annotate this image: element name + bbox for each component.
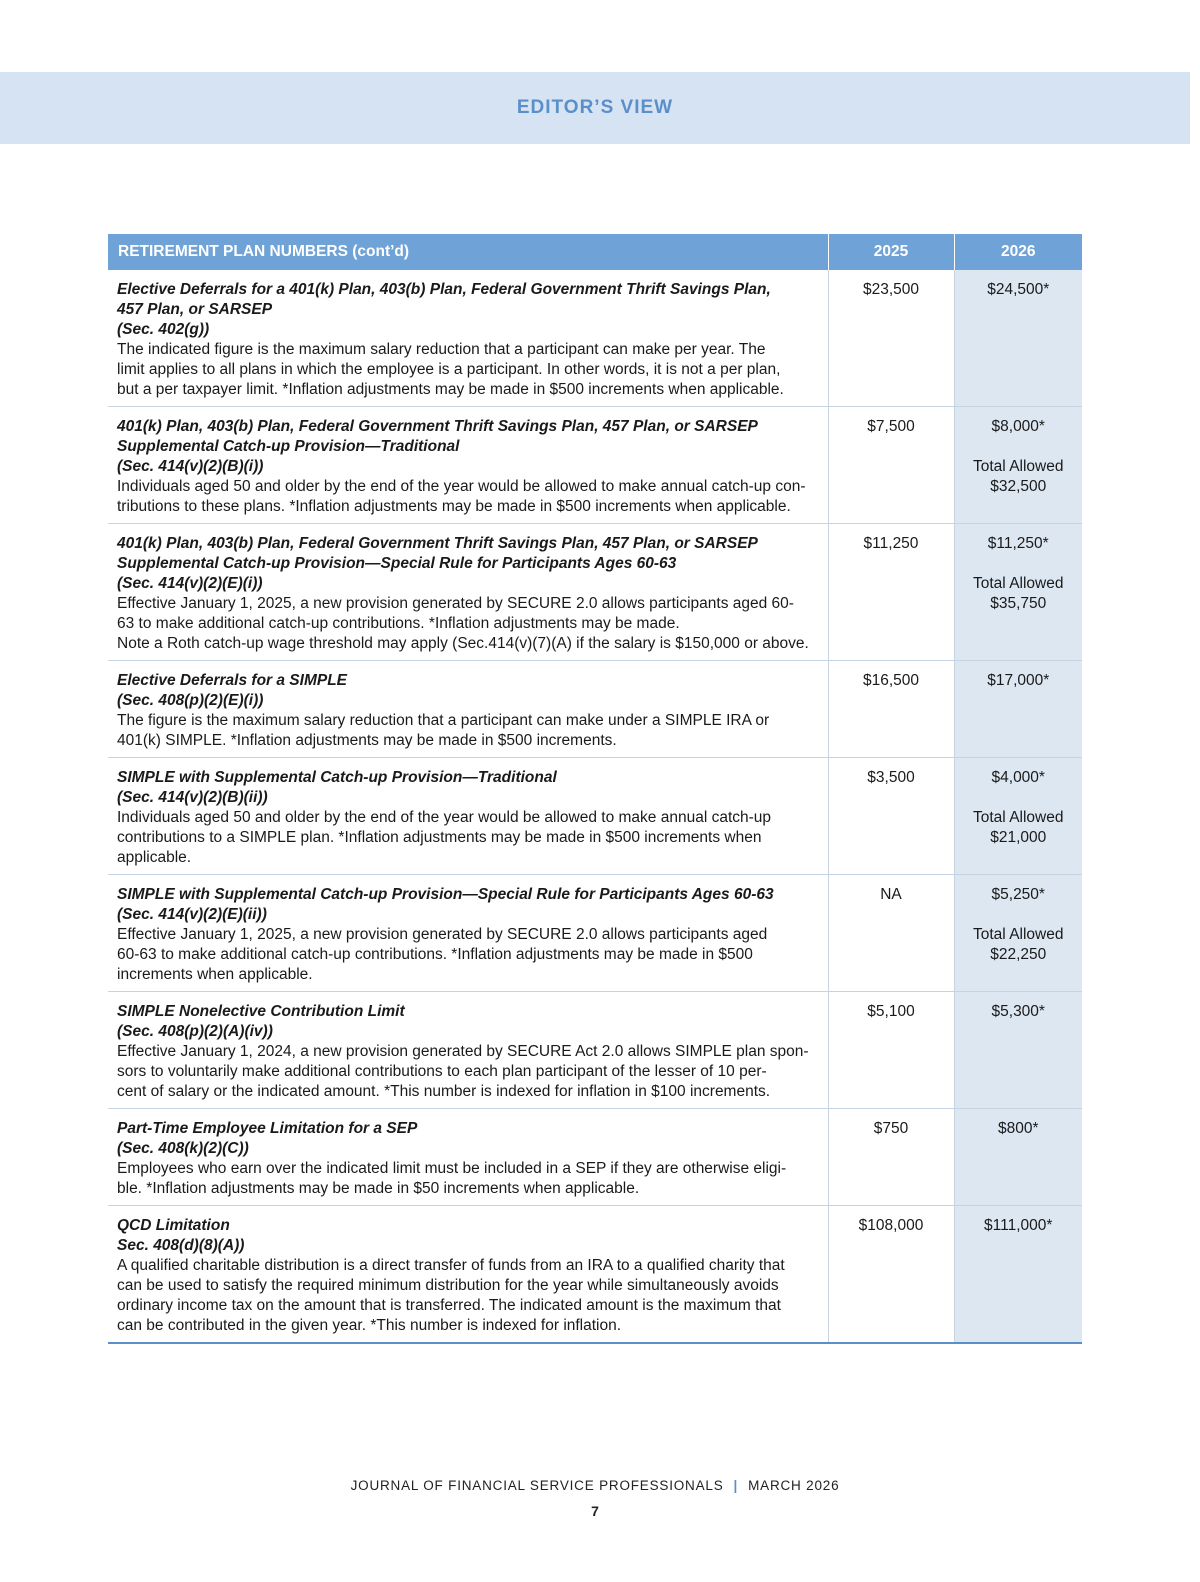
total-allowed-label: Total Allowed bbox=[973, 458, 1064, 475]
provision-description: Effective January 1, 2025, a new provision generated by SECURE 2.0 allows participants aged 60- bbox=[117, 595, 794, 612]
total-allowed-value: $22,250 bbox=[990, 946, 1047, 963]
provision-description: Individuals aged 50 and older by the end of the year would be allowed to make annual catch-up bbox=[117, 809, 772, 826]
provision-description: tributions to these plans. *Inflation adjustments may be made in $500 increments when applicable. bbox=[117, 498, 791, 515]
provision-description: Effective January 1, 2024, a new provision generated by SECURE Act 2.0 allows SIMPLE plan spon- bbox=[117, 1043, 809, 1060]
value-2025-cell bbox=[828, 524, 954, 661]
value-2025-cell bbox=[828, 407, 954, 524]
spacer bbox=[956, 437, 1082, 457]
provision-cell bbox=[108, 758, 828, 875]
footer bbox=[0, 1478, 1190, 1493]
provision-description: 60-63 to make additional catch-up contributions. *Inflation adjustments may be made in $500 bbox=[117, 946, 753, 963]
provision-description: can be contributed in the given year. *This number is indexed for inflation. bbox=[117, 1317, 622, 1334]
value-2025: $23,500 bbox=[862, 281, 920, 298]
value-2025-cell bbox=[828, 661, 954, 758]
provision-cell bbox=[108, 661, 828, 758]
table-row bbox=[108, 524, 1082, 661]
value-2026-cell bbox=[954, 992, 1082, 1109]
code-section: (Sec. 408(k)(2)(C)) bbox=[117, 1140, 249, 1157]
value-2026-cell bbox=[954, 1206, 1082, 1344]
table-row bbox=[108, 1206, 1082, 1344]
page-number: 7 bbox=[591, 1503, 599, 1519]
spacer bbox=[956, 788, 1082, 808]
spacer bbox=[956, 554, 1082, 574]
provision-cell bbox=[108, 992, 828, 1109]
provision-description: Individuals aged 50 and older by the end of the year would be allowed to make annual catch-up con- bbox=[117, 478, 806, 495]
provision-description: Effective January 1, 2025, a new provision generated by SECURE 2.0 allows participants aged bbox=[117, 926, 768, 943]
provision-title: Elective Deferrals for a 401(k) Plan, 403(b) Plan, Federal Government Thrift Savings Plan, bbox=[117, 281, 771, 298]
value-2026-cell bbox=[954, 270, 1082, 407]
provision-title: QCD Limitation bbox=[117, 1217, 230, 1234]
table-header-title: RETIREMENT PLAN NUMBERS (cont’d) bbox=[108, 234, 828, 270]
total-allowed-label: Total Allowed bbox=[973, 809, 1064, 826]
table-row bbox=[108, 992, 1082, 1109]
issue-date: MARCH 2026 bbox=[748, 1478, 840, 1493]
value-2026: $5,250* bbox=[991, 886, 1045, 903]
provision-description: The indicated figure is the maximum salary reduction that a participant can make per year. The bbox=[117, 341, 766, 358]
table-row bbox=[108, 1109, 1082, 1206]
provision-description: Employees who earn over the indicated limit must be included in a SEP if they are otherwise eligi- bbox=[117, 1160, 787, 1177]
value-2025: $16,500 bbox=[862, 672, 920, 689]
footer-separator: | bbox=[733, 1478, 739, 1493]
value-2025: $7,500 bbox=[867, 418, 915, 435]
value-2026-cell bbox=[954, 407, 1082, 524]
value-2026: $8,000* bbox=[991, 418, 1045, 435]
total-allowed-value: $32,500 bbox=[990, 478, 1047, 495]
provision-description: can be used to satisfy the required minimum distribution for the year while simultaneously avoids bbox=[117, 1277, 779, 1294]
value-2026: $17,000* bbox=[987, 672, 1050, 689]
value-2025: $3,500 bbox=[867, 769, 915, 786]
provision-title: 457 Plan, or SARSEP bbox=[117, 301, 273, 318]
value-2025: $108,000 bbox=[858, 1217, 924, 1234]
code-section: (Sec. 414(v)(2)(E)(i)) bbox=[117, 575, 263, 592]
banner-title: EDITOR’S VIEW bbox=[516, 97, 674, 118]
value-2025: NA bbox=[880, 886, 902, 903]
section-banner bbox=[0, 72, 1190, 144]
value-2025: $11,250 bbox=[863, 535, 919, 552]
spacer bbox=[956, 905, 1082, 925]
provision-title: SIMPLE with Supplemental Catch-up Provision—Special Rule for Participants Ages 60-63 bbox=[117, 886, 774, 903]
provision-description: The figure is the maximum salary reduction that a participant can make under a SIMPLE IRA or bbox=[117, 712, 770, 729]
total-allowed-label: Total Allowed bbox=[973, 575, 1064, 592]
provision-description: A qualified charitable distribution is a direct transfer of funds from an IRA to a qualified charity that bbox=[117, 1257, 785, 1274]
provision-cell bbox=[108, 1109, 828, 1206]
value-2025-cell bbox=[828, 992, 954, 1109]
provision-title: Elective Deferrals for a SIMPLE bbox=[117, 672, 348, 689]
value-2025: $750 bbox=[873, 1120, 909, 1137]
retirement-plan-table bbox=[108, 234, 1082, 1344]
provision-cell bbox=[108, 407, 828, 524]
provision-cell bbox=[108, 270, 828, 407]
value-2026-cell bbox=[954, 758, 1082, 875]
provision-description: 401(k) SIMPLE. *Inflation adjustments may be made in $500 increments. bbox=[117, 732, 617, 749]
journal-name: JOURNAL OF FINANCIAL SERVICE PROFESSIONALS bbox=[350, 1478, 724, 1493]
table-row bbox=[108, 875, 1082, 992]
value-2025-cell bbox=[828, 1206, 954, 1344]
value-2025-cell bbox=[828, 875, 954, 992]
value-2026-cell bbox=[954, 1109, 1082, 1206]
value-2025-cell bbox=[828, 758, 954, 875]
table-row bbox=[108, 758, 1082, 875]
code-section: (Sec. 414(v)(2)(B)(i)) bbox=[117, 458, 264, 475]
code-section: (Sec. 402(g)) bbox=[117, 321, 210, 338]
provision-title: 401(k) Plan, 403(b) Plan, Federal Government Thrift Savings Plan, 457 Plan, or SARSEP bbox=[117, 535, 758, 552]
provision-title: Supplemental Catch-up Provision—Traditional bbox=[117, 438, 460, 455]
provision-description: but a per taxpayer limit. *Inflation adjustments may be made in $500 increments when applicable. bbox=[117, 381, 784, 398]
provision-cell bbox=[108, 1206, 828, 1344]
total-allowed-label: Total Allowed bbox=[973, 926, 1064, 943]
value-2026: $11,250* bbox=[987, 535, 1049, 552]
value-2026: $800* bbox=[997, 1120, 1039, 1137]
value-2026-cell bbox=[954, 875, 1082, 992]
provision-description: 63 to make additional catch-up contributions. *Inflation adjustments may be made. bbox=[117, 615, 680, 632]
code-section: (Sec. 414(v)(2)(E)(ii)) bbox=[117, 906, 267, 923]
provision-cell bbox=[108, 524, 828, 661]
code-section: (Sec. 408(p)(2)(E)(i)) bbox=[117, 692, 264, 709]
provision-title: SIMPLE with Supplemental Catch-up Provision—Traditional bbox=[117, 769, 557, 786]
provision-description: Note a Roth catch-up wage threshold may apply (Sec.414(v)(7)(A) if the salary is $150,000 or above. bbox=[117, 635, 809, 652]
provision-description: ble. *Inflation adjustments may be made in $50 increments when applicable. bbox=[117, 1180, 640, 1197]
provision-description: cent of salary or the indicated amount. *This number is indexed for inflation in $100 increments. bbox=[117, 1083, 771, 1100]
value-2026-cell bbox=[954, 524, 1082, 661]
provision-title: Part-Time Employee Limitation for a SEP bbox=[117, 1120, 418, 1137]
provision-description: limit applies to all plans in which the employee is a participant. In other words, it is not a per plan, bbox=[117, 361, 781, 378]
table-row bbox=[108, 661, 1082, 758]
code-section: Sec. 408(d)(8)(A)) bbox=[117, 1237, 245, 1254]
total-allowed-value: $35,750 bbox=[990, 595, 1047, 612]
total-allowed-value: $21,000 bbox=[990, 829, 1047, 846]
code-section: (Sec. 414(v)(2)(B)(ii)) bbox=[117, 789, 268, 806]
provision-title: SIMPLE Nonelective Contribution Limit bbox=[117, 1003, 405, 1020]
provision-description: increments when applicable. bbox=[117, 966, 313, 983]
table-body bbox=[108, 270, 1082, 1343]
value-2025-cell bbox=[828, 270, 954, 407]
table-header-row bbox=[108, 234, 1082, 270]
value-2026: $24,500* bbox=[987, 281, 1050, 298]
provision-description: ordinary income tax on the amount that is transferred. The indicated amount is the maximum that bbox=[117, 1297, 781, 1314]
value-2025: $5,100 bbox=[867, 1003, 915, 1020]
code-section: (Sec. 408(p)(2)(A)(iv)) bbox=[117, 1023, 273, 1040]
value-2026: $111,000* bbox=[984, 1217, 1053, 1234]
value-2026-cell bbox=[954, 661, 1082, 758]
value-2025-cell bbox=[828, 1109, 954, 1206]
table-header-2026: 2026 bbox=[954, 234, 1082, 270]
provision-description: applicable. bbox=[117, 849, 192, 866]
provision-description: contributions to a SIMPLE plan. *Inflation adjustments may be made in $500 increments when bbox=[117, 829, 762, 846]
provision-cell bbox=[108, 875, 828, 992]
table-row bbox=[108, 270, 1082, 407]
table-header-2025: 2025 bbox=[828, 234, 954, 270]
provision-title: Supplemental Catch-up Provision—Special Rule for Participants Ages 60-63 bbox=[117, 555, 677, 572]
provision-title: 401(k) Plan, 403(b) Plan, Federal Government Thrift Savings Plan, 457 Plan, or SARSEP bbox=[117, 418, 758, 435]
provision-description: sors to voluntarily make additional contributions to each plan participant of the lesser of 10 per- bbox=[117, 1063, 767, 1080]
value-2026: $5,300* bbox=[991, 1003, 1045, 1020]
value-2026: $4,000* bbox=[991, 769, 1045, 786]
table-row bbox=[108, 407, 1082, 524]
